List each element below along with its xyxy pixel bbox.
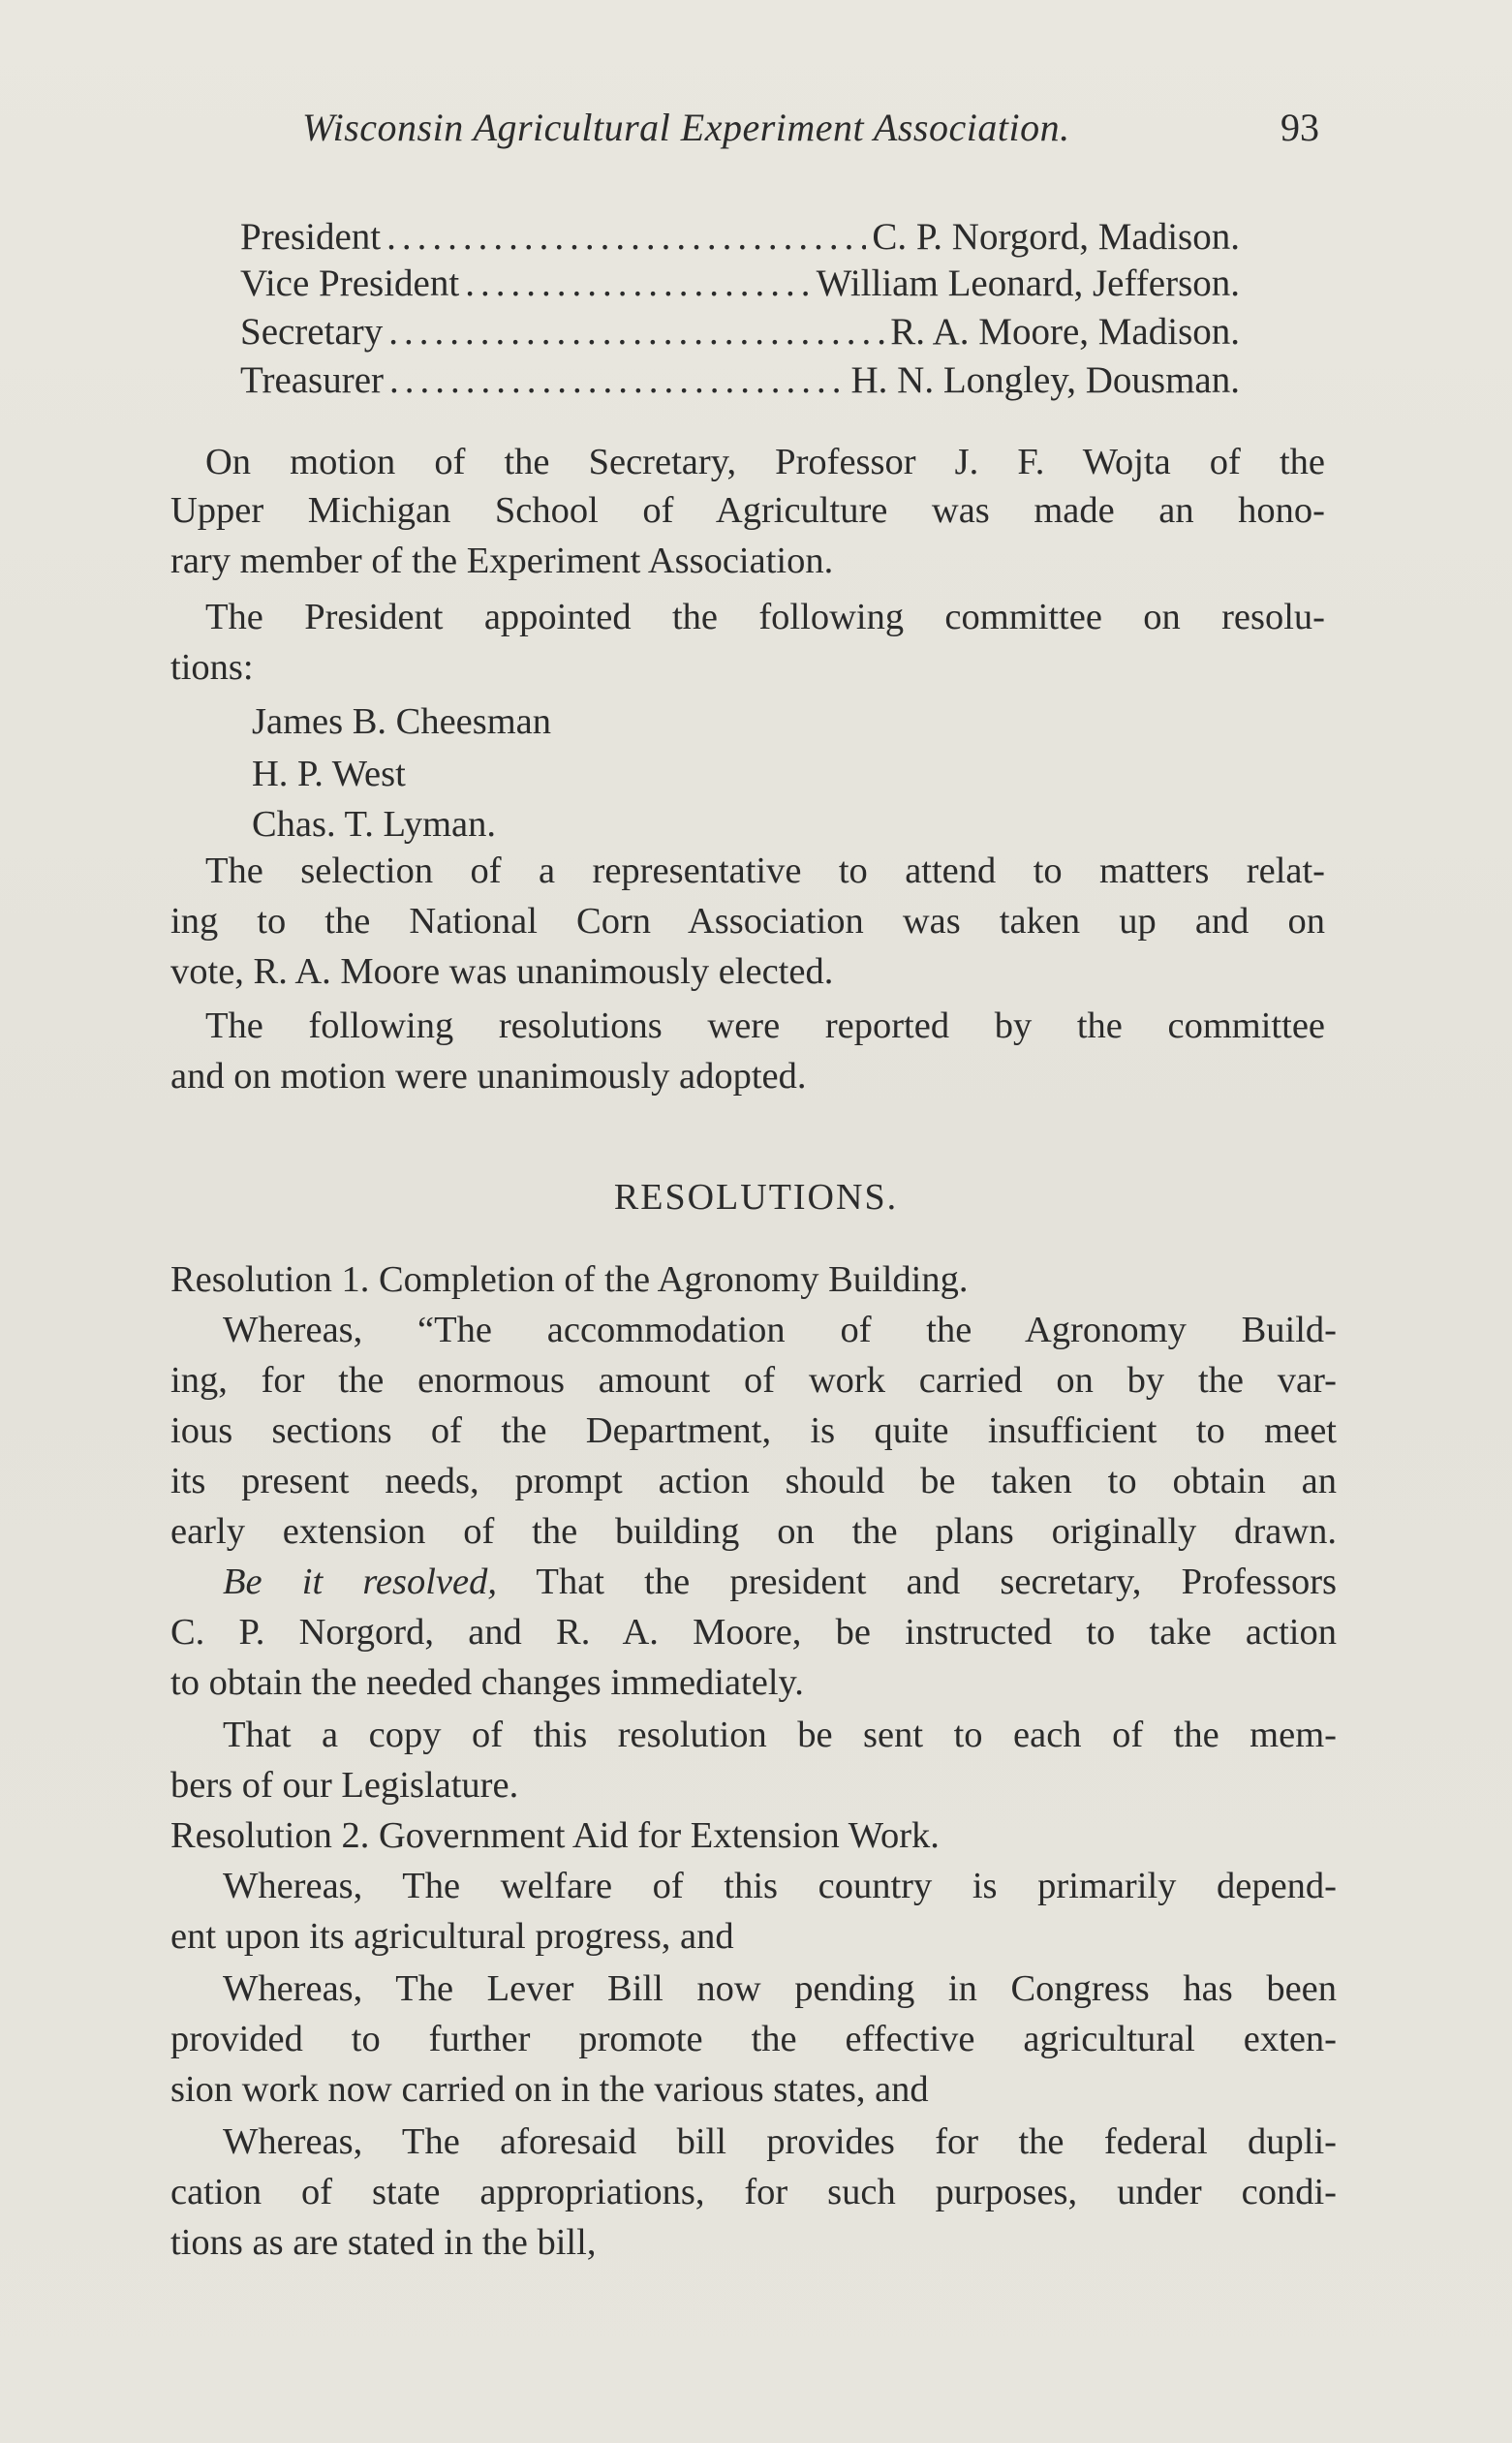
text-line: The President appointed the following committee on resolu- [205, 599, 1325, 637]
officer-title: Treasurer [240, 359, 385, 401]
resolved-text: That the president and secretary, Professors [496, 1563, 1337, 1602]
text-line: bers of our Legislature. [170, 1765, 519, 1806]
officer-name: William Leonard, Jefferson. [816, 263, 1240, 304]
page-number: 93 [1281, 106, 1319, 149]
officer-name: H. N. Longley, Dousman. [850, 359, 1240, 401]
text-line: ent upon its agricultural progress, and [170, 1916, 734, 1957]
text-line: The following resolutions were reported by the committee [205, 1007, 1325, 1046]
text-line [223, 1563, 1337, 1608]
text-line: Upper Michigan School of Agriculture was made an hono- [170, 492, 1325, 531]
text-line: ious sections of the Department, is quite insufficient to meet [170, 1412, 1337, 1451]
italic-resolved: Be it resolved, [223, 1563, 497, 1602]
leader-dots [465, 262, 810, 305]
officer-title: President [240, 216, 382, 258]
text-line: vote, R. A. Moore was unanimously elected. [170, 951, 834, 992]
officer-name: C. P. Norgord, Madison. [872, 216, 1240, 258]
running-title: Wisconsin Agricultural Experiment Association. [302, 106, 1070, 149]
officer-name: R. A. Moore, Madison. [890, 311, 1240, 353]
text-line: The selection of a representative to attend to matters relat- [205, 852, 1325, 891]
resolution-1-title: Resolution 1. Completion of the Agronomy Building. [170, 1259, 969, 1300]
text-line: tions: [170, 647, 254, 688]
resolutions-heading: RESOLUTIONS. [613, 1177, 899, 1218]
page-header [302, 105, 1319, 163]
officer-row-president [240, 215, 1240, 263]
text-line: C. P. Norgord, and R. A. Moore, be instructed to take action [170, 1614, 1337, 1653]
text-line: Whereas, The aforesaid bill provides for the federal dupli- [223, 2123, 1337, 2162]
leader-dots [386, 215, 866, 259]
officer-row-vice-president [240, 262, 1240, 310]
text-line: sion work now carried on in the various states, and [170, 2069, 929, 2110]
text-line: and on motion were unanimously adopted. [170, 1056, 807, 1097]
text-line: On motion of the Secretary, Professor J. F. Wojta of the [205, 444, 1325, 482]
officer-title: Vice President [240, 263, 460, 304]
officer-title: Secretary [240, 311, 384, 353]
text-line: tions as are stated in the bill, [170, 2222, 597, 2263]
officer-row-treasurer [240, 358, 1240, 407]
committee-member: Chas. T. Lyman. [252, 804, 497, 845]
committee-member: James B. Cheesman [252, 701, 552, 742]
text-line: its present needs, prompt action should be taken to obtain an [170, 1463, 1337, 1501]
text-line: Whereas, “The accommodation of the Agronomy Build- [223, 1312, 1337, 1350]
text-line: provided to further promote the effective agricultural exten- [170, 2021, 1337, 2059]
text-line: cation of state appropriations, for such purposes, under condi- [170, 2174, 1337, 2212]
text-line: rary member of the Experiment Association. [170, 541, 834, 581]
leader-dots [389, 358, 845, 402]
text-line: That a copy of this resolution be sent to each of the mem- [223, 1716, 1337, 1755]
text-line: Whereas, The Lever Bill now pending in Congress has been [223, 1970, 1337, 2009]
committee-member: H. P. West [252, 754, 406, 794]
text-line: early extension of the building on the plans originally drawn. [170, 1513, 1337, 1552]
text-line: ing, for the enormous amount of work carried on by the var- [170, 1362, 1337, 1401]
text-line: Whereas, The welfare of this country is primarily depend- [223, 1868, 1337, 1906]
resolution-2-title: Resolution 2. Government Aid for Extension Work. [170, 1815, 940, 1856]
officer-row-secretary [240, 310, 1240, 358]
text-line: to obtain the needed changes immediately. [170, 1662, 804, 1703]
text-line: ing to the National Corn Association was taken up and on [170, 903, 1325, 942]
leader-dots [388, 310, 884, 354]
